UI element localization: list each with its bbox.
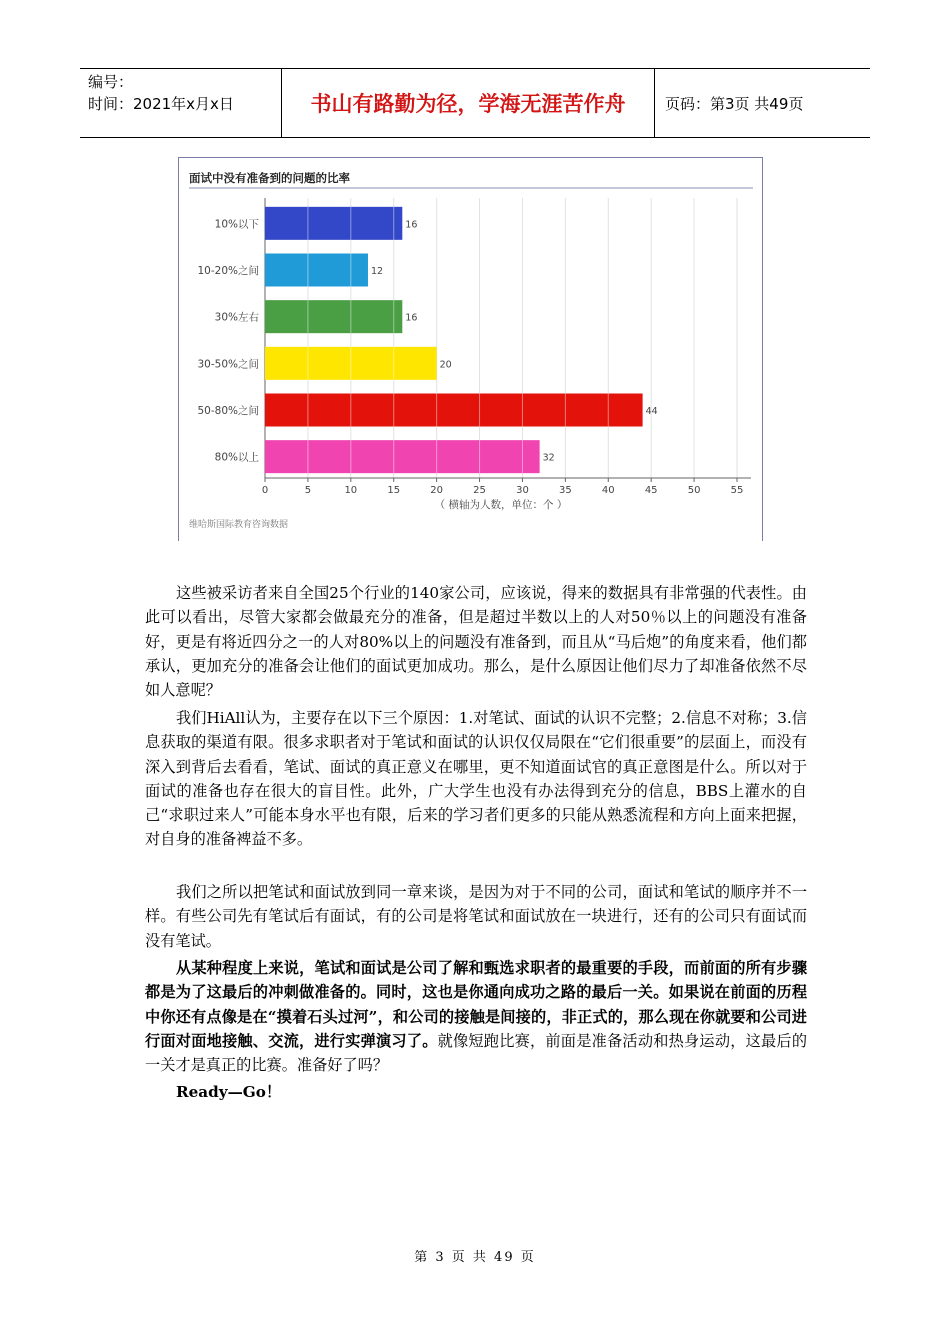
paragraph-5: Ready—Go！	[176, 1083, 282, 1101]
header-meta	[80, 69, 282, 137]
x-tick-label: 15	[387, 485, 401, 496]
paragraph-4-bold: 从某种程度上来说，笔试和面试是公司了解和甄选求职者的最重要的手段，而前面的所有步骤都是为了这最后的冲刺做准备的。同时，这也是你通向成功之路的最后一关。如果说在前面的历程中你还有点像是在“摸着石头过河”，和公司的接触是间接的，非正式的，那么现在你就要和公司进行面对面地接触、交流，进行实弹演习了。	[145, 959, 807, 1050]
x-tick-label: 20	[430, 485, 444, 496]
x-tick-label: 0	[261, 485, 269, 496]
paragraph-4-normal: 就像短跑比赛，前面是准备活动和热身运动，这最后的一关才是真正的比赛。准备好了吗？	[145, 1031, 808, 1075]
data-label: 12	[370, 266, 384, 277]
bar-chart	[178, 157, 763, 541]
x-tick-label: 45	[644, 485, 658, 496]
data-label: 32	[542, 452, 555, 464]
page-footer: 第 3 页 共 49 页	[414, 1250, 536, 1265]
category-label: 10%以下	[214, 218, 259, 231]
bar	[265, 254, 368, 287]
category-label: 30-50%之间	[197, 358, 259, 371]
data-label: 16	[405, 219, 418, 231]
category-label: 10-20%之间	[197, 265, 259, 277]
document-number-label: 编号：	[88, 73, 134, 91]
category-label: 30%左右	[214, 311, 259, 324]
x-axis-label: （ 横轴为人数，单位：个 ）	[434, 499, 568, 511]
x-tick-label: 50	[687, 485, 701, 496]
paragraph-2: 我们HiAll认为，主要存在以下三个原因：1.对笔试、面试的认识不完整；2.信息不对称；3.信息获取的渠道有限。很多求职者对于笔试和面试的认识仅仅局限在“它们很重要”的层面上，而没有深入到背后去看看，笔试、面试的真正意义在哪里，更不知道面试官的真正意图是什么。所以对于面试的准备也存在很大的盲目性。此外，广大学生也没有办法得到充分的信息，BBS上灌水的自己“求职过来人”可能本身水平也有限，后来的学习者们更多的只能从熟悉流程和方向上面来把握，对自身的准备裨益不多。	[145, 709, 807, 849]
header-motto: 书山有路勤为径，学海无涯苦作舟	[282, 69, 655, 137]
bar	[265, 394, 643, 427]
document-date: 时间：2021年x月x日	[88, 95, 234, 113]
paragraph-1: 这些被采访者来自全国25个行业的140家公司，应该说，得来的数据具有非常强的代表性。由此可以看出，尽管大家都会做最充分的准备，但是超过半数以上的人对50％以上的问题没有准备好，更是有将近四分之一的人对80%以上的问题没有准备到，而且从“马后炮”的角度来看，他们都承认，更加充分的准备会让他们的面试更加成功。那么，是什么原因让他们尽力了却准备依然不尽如人意呢？	[145, 584, 807, 700]
x-tick-label: 5	[304, 485, 312, 496]
bar	[265, 207, 402, 240]
x-tick-label: 40	[601, 485, 615, 496]
bar-chart-svg	[179, 158, 764, 542]
data-label: 44	[645, 406, 658, 417]
x-tick-label: 10	[344, 485, 358, 496]
paragraph-4	[145, 956, 807, 1077]
chart-title: 面试中没有准备到的问题的比率	[189, 171, 350, 185]
category-label: 80%以上	[214, 451, 259, 464]
x-tick-label: 55	[730, 485, 744, 496]
bar	[265, 440, 540, 473]
data-label: 20	[439, 359, 452, 371]
page-header	[80, 68, 870, 138]
chart-source: 维哈斯国际教育咨询数据	[189, 520, 289, 530]
category-label: 50-80%之间	[197, 405, 259, 417]
header-page-info: 页码：第3页 共49页	[665, 94, 804, 113]
bar	[265, 300, 402, 333]
paragraph-3: 我们之所以把笔试和面试放到同一章来谈，是因为对于不同的公司，面试和笔试的顺序并不一样。有些公司先有笔试后有面试，有的公司是将笔试和面试放在一块进行，还有的公司只有面试而没有笔试。	[145, 883, 807, 950]
x-tick-label: 30	[516, 485, 529, 496]
x-tick-label: 35	[558, 485, 572, 496]
data-label: 16	[405, 312, 418, 324]
x-tick-label: 25	[473, 485, 486, 496]
